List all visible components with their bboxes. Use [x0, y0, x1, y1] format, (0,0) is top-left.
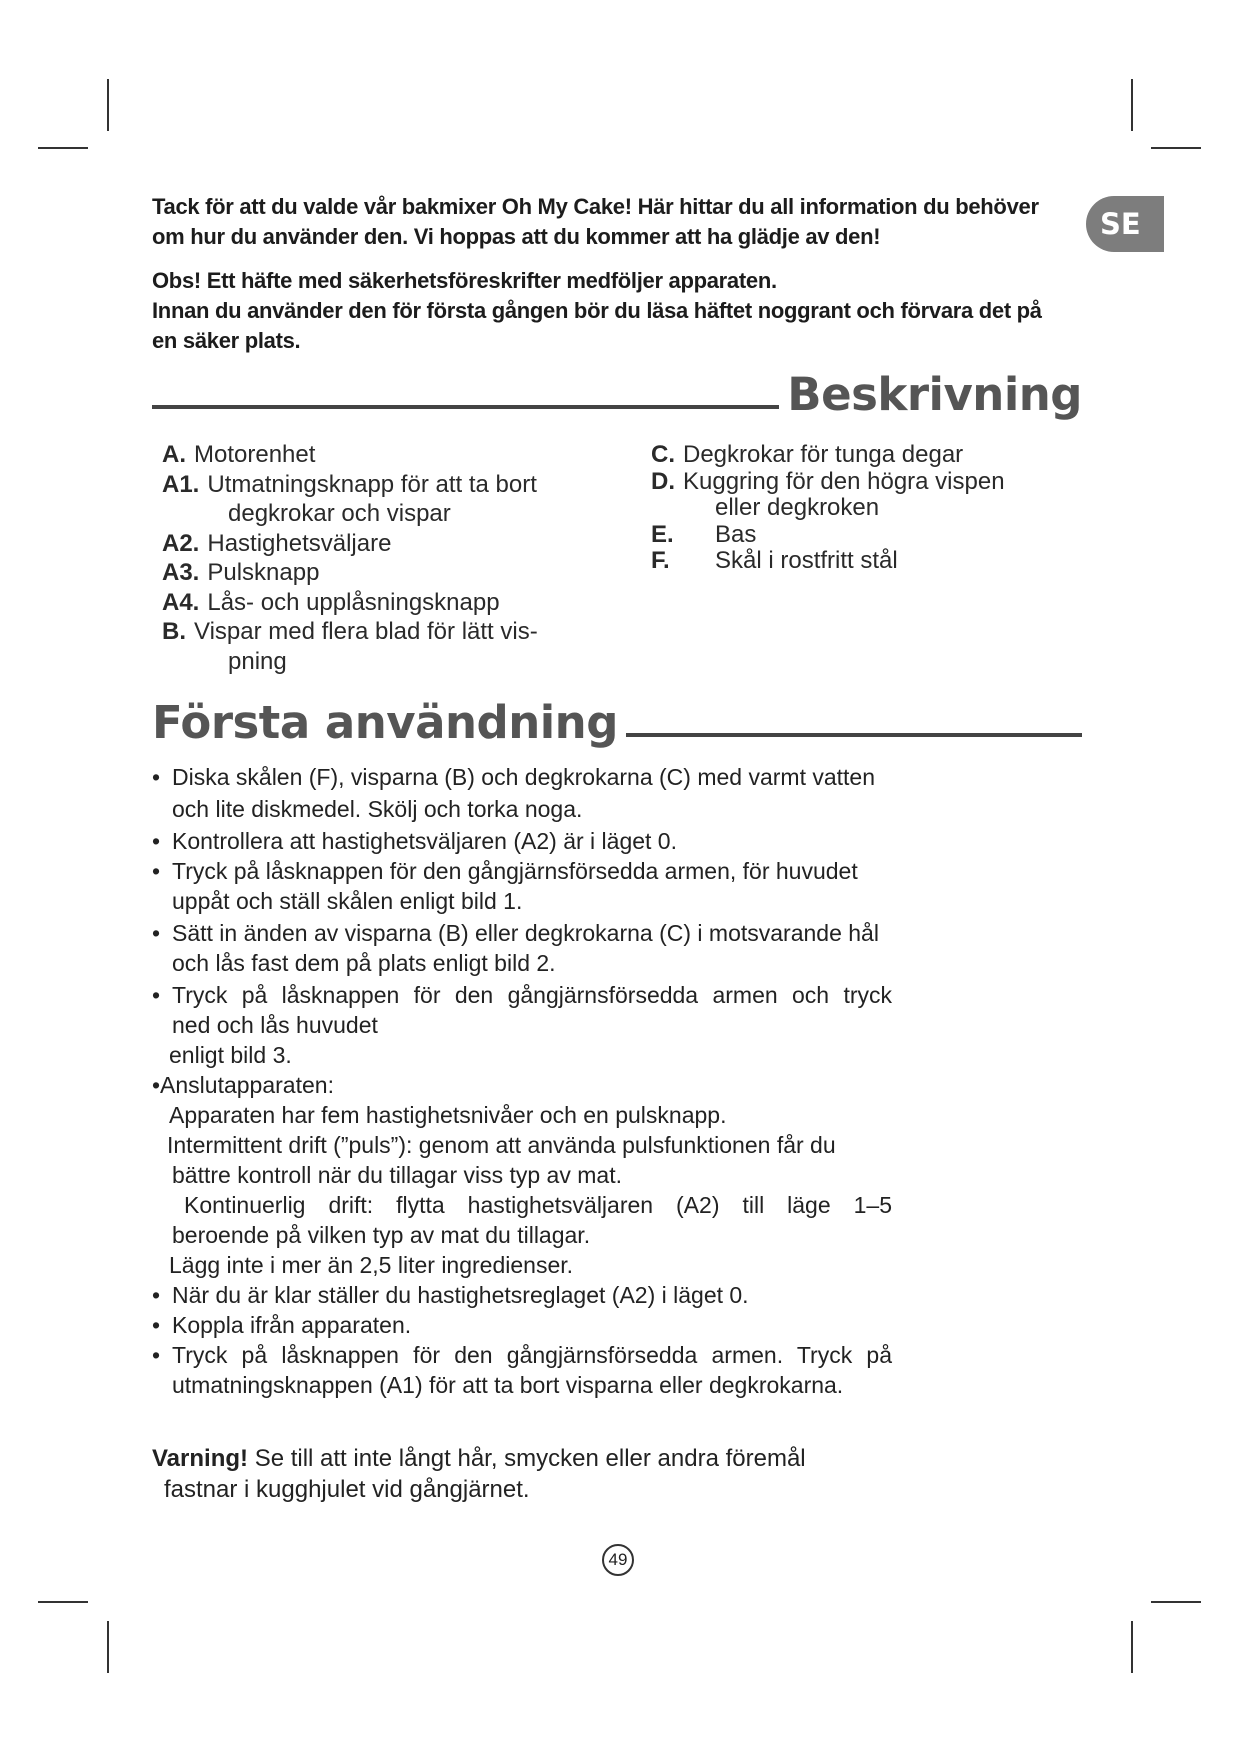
- instruction-line: Lägg inte i mer än 2,5 liter ingredienser.: [169, 1252, 574, 1278]
- heading-rule: [152, 405, 779, 409]
- notice-line: en säker plats.: [152, 328, 301, 353]
- part-item-continuation: pning: [228, 647, 287, 675]
- instruction-line: • När du är klar ställer du hastighetsreglaget (A2) i läget 0.: [152, 1282, 749, 1308]
- first-use-instructions: [152, 762, 892, 1400]
- instruction-line: • Tryck på låsknappen för den gångjärnsförsedda armen. Tryck på: [152, 1342, 892, 1368]
- page-number: 49: [602, 1544, 634, 1576]
- part-item: A4. Lås- och upplåsningsknapp: [162, 588, 500, 616]
- instruction-line: Apparaten har fem hastighetsnivåer och en pulsknapp.: [169, 1102, 727, 1128]
- crop-mark: [107, 1621, 109, 1673]
- crop-mark: [1131, 1621, 1133, 1673]
- part-item: E. Bas: [651, 520, 757, 548]
- instruction-line: och lite diskmedel. Skölj och torka noga.: [172, 796, 583, 822]
- first-use-heading: Första användning: [152, 696, 618, 749]
- warning-label: Varning!: [152, 1445, 249, 1472]
- description-right-column: [651, 442, 1081, 575]
- crop-mark: [38, 147, 88, 149]
- first-use-heading-row: [152, 696, 1082, 749]
- part-item: D. Kuggring för den högra vispen: [651, 467, 1005, 495]
- description-heading: Beskrivning: [787, 368, 1082, 421]
- part-item: F. Skål i rostfritt stål: [651, 547, 898, 574]
- notice-line: Obs! Ett häfte med säkerhetsföreskrifter medföljer apparaten.: [152, 268, 777, 293]
- instruction-line: • Koppla ifrån apparaten.: [152, 1312, 412, 1338]
- crop-mark: [107, 79, 109, 131]
- part-item: A. Motorenhet: [162, 441, 316, 468]
- part-item: A3. Pulsknapp: [162, 559, 320, 586]
- instruction-line: • Kontrollera att hastighetsväljaren (A2) är i läget 0.: [152, 828, 677, 854]
- instruction-line: • Sätt in änden av visparna (B) eller degkrokarna (C) i motsvarande hål: [152, 920, 879, 946]
- language-tab: SE: [1086, 196, 1164, 252]
- instruction-line: ned och lås huvudet: [172, 1012, 378, 1038]
- warning-note: [152, 1443, 806, 1505]
- part-item: B. Vispar med flera blad för lätt vis-: [162, 618, 538, 645]
- part-item: C. Degkrokar för tunga degar: [651, 441, 964, 468]
- instruction-line: och lås fast dem på plats enligt bild 2.: [172, 950, 556, 976]
- crop-mark: [38, 1601, 88, 1603]
- instruction-line: utmatningsknappen (A1) för att ta bort visparna eller degkrokarna.: [172, 1372, 844, 1398]
- instruction-line: enligt bild 3.: [169, 1042, 292, 1068]
- intro-text: [152, 192, 1082, 252]
- intro-line: Tack för att du valde vår bakmixer Oh My Cake! Här hittar du all information du behöver: [152, 194, 1039, 219]
- instruction-line: bättre kontroll när du tillagar viss typ av mat.: [172, 1162, 622, 1188]
- crop-mark: [1151, 1601, 1201, 1603]
- instruction-line: uppåt och ställ skålen enligt bild 1.: [172, 888, 523, 914]
- warning-line: fastnar i kugghjulet vid gångjärnet.: [164, 1476, 530, 1503]
- heading-rule: [626, 733, 1082, 737]
- instruction-line: • Tryck på låsknappen för den gångjärnsförsedda armen och tryck: [152, 982, 892, 1008]
- part-item: A2. Hastighetsväljare: [162, 529, 392, 557]
- crop-mark: [1151, 147, 1201, 149]
- part-item-continuation: degkrokar och vispar: [228, 500, 451, 527]
- instruction-line: beroende på vilken typ av mat du tillagar.: [172, 1222, 591, 1248]
- instruction-line: Kontinuerlig drift: flytta hastighetsväljaren (A2) till läge 1–5: [184, 1192, 892, 1218]
- notice-line: Innan du använder den för första gången bör du läsa häftet noggrant och förvara det på: [152, 298, 1042, 323]
- warning-line: Varning! Se till att inte långt hår, smycken eller andra föremål: [152, 1445, 806, 1472]
- safety-notice: [152, 266, 1082, 356]
- part-item: A1. Utmatningsknapp för att ta bort: [162, 470, 537, 498]
- instruction-line: • Diska skålen (F), visparna (B) och degkrokarna (C) med varmt vatten: [152, 764, 876, 790]
- description-left-column: [162, 440, 632, 676]
- instruction-line: Intermittent drift (”puls”): genom att använda pulsfunktionen får du: [167, 1132, 836, 1158]
- description-heading-row: [152, 368, 1082, 421]
- part-item-continuation: eller degkroken: [715, 494, 880, 521]
- instruction-line: • Tryck på låsknappen för den gångjärnsförsedda armen, för huvudet: [152, 858, 858, 884]
- instruction-line: •Anslutapparaten:: [152, 1072, 334, 1098]
- crop-mark: [1131, 79, 1133, 131]
- intro-line: om hur du använder den. Vi hoppas att du kommer att ha glädje av den!: [152, 224, 881, 249]
